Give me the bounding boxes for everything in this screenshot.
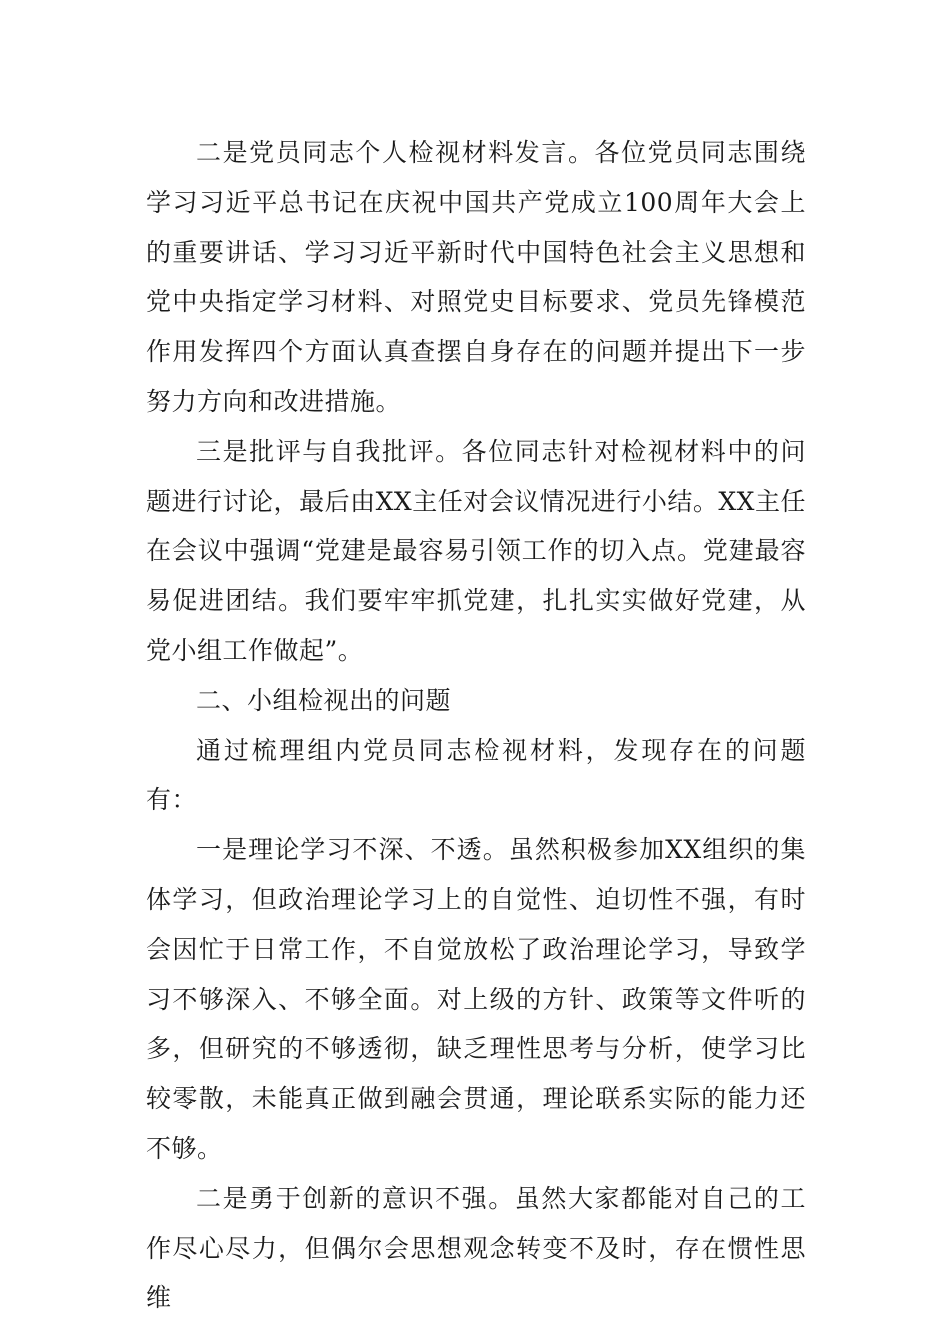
paragraph-criticism-self-criticism: 三是批评与自我批评。各位同志针对检视材料中的问题进行讨论，最后由XX主任对会议情况进行小结。XX主任在会议中强调“党建是最容易引领工作的切入点。党建最容易促进团结。我们要牢牢抓党建，扎扎实实做好党建，从党小组工作做起”。 [146,436,806,665]
paragraph-problem-theory-study: 一是理论学习不深、不透。虽然积极参加XX组织的集体学习，但政治理论学习上的自觉性、迫切性不强，有时会因忙于日常工作，不自觉放松了政治理论学习，导致学习不够深入、不够全面。对上级的方针、政策等文件听的多，但研究的不够透彻，缺乏理性思考与分析，使学习比较零散，未能真正做到融会贯通，理论联系实际的能力还不够。 [146,835,806,1163]
paragraph-problem-innovation: 二是勇于创新的意识不强。虽然大家都能对自己的工作尽心尽力，但偶尔会思想观念转变不及时，存在惯性思维 [146,1183,806,1313]
paragraph-problems-intro: 通过梳理组内党员同志检视材料，发现存在的问题有： [146,735,806,815]
paragraph-member-self-review: 二是党员同志个人检视材料发言。各位党员同志围绕学习习近平总书记在庆祝中国共产党成立100周年大会上的重要讲话、学习习近平新时代中国特色社会主义思想和党中央指定学习材料、对照党史目标要求、党员先锋模范作用发挥四个方面认真查摆自身存在的问题并提出下一步努力方向和改进措施。 [146,138,806,416]
section-heading-group-problems: 二、小组检视出的问题 [196,685,452,715]
document-body [146,128,806,1323]
